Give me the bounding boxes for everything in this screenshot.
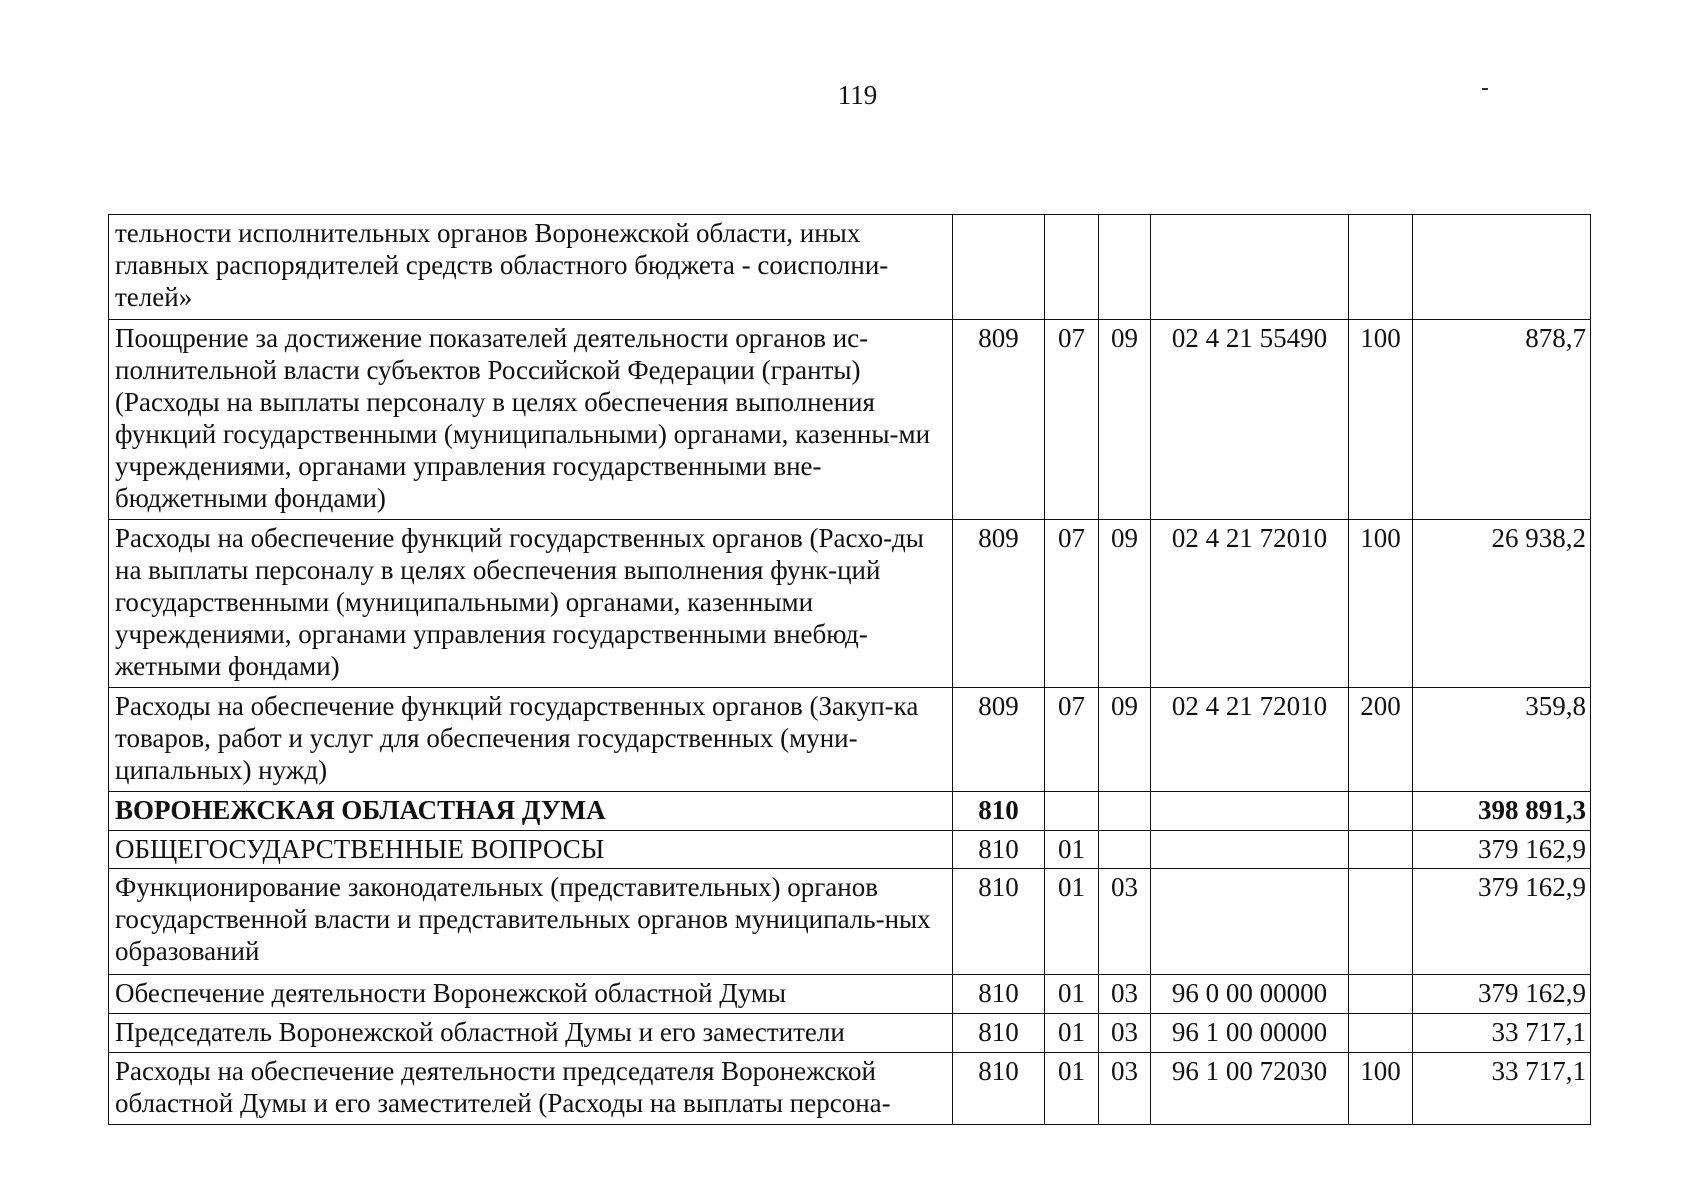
row-name: Поощрение за достижение показателей деятельности органов ис-полнительной власти субъектов Российской Федерации (гранты) (Расходы на выплаты персоналу в целях обеспечения выполнения функций государственными (муниципальными) органами, казенны-ми учреждениями, органами управления государственными вне-бюджетными фондами) <box>109 320 953 520</box>
row-rz: 01 <box>1045 975 1099 1014</box>
row-pr: 09 <box>1099 688 1151 792</box>
row-name: Расходы на обеспечение функций государственных органов (Расхо-ды на выплаты персоналу в целях обеспечения выполнения функ-ций государственными (муниципальными) органами, казенными учреждениями, органами управления государственными внебюд-жетными фондами) <box>109 520 953 688</box>
row-ved: 810 <box>953 792 1045 831</box>
row-csr: 96 0 00 00000 <box>1151 975 1349 1014</box>
row-vr <box>1349 831 1413 869</box>
row-sum: 26 938,2 <box>1413 520 1591 688</box>
row-vr: 100 <box>1349 1053 1413 1125</box>
row-sum: 379 162,9 <box>1413 831 1591 869</box>
row-name: Расходы на обеспечение деятельности председателя Воронежской областной Думы и его заместителей (Расходы на выплаты персона- <box>109 1053 953 1125</box>
row-vr: 200 <box>1349 688 1413 792</box>
row-vr: 100 <box>1349 320 1413 520</box>
row-rz: 01 <box>1045 831 1099 869</box>
row-vr <box>1349 215 1413 320</box>
row-ved <box>953 215 1045 320</box>
row-csr <box>1151 792 1349 831</box>
table-row <box>109 520 1591 688</box>
row-vr <box>1349 792 1413 831</box>
table-row <box>109 215 1591 320</box>
row-sum <box>1413 215 1591 320</box>
budget-table <box>108 214 1591 1125</box>
table-row <box>109 869 1591 975</box>
row-ved: 809 <box>953 320 1045 520</box>
row-rz: 07 <box>1045 688 1099 792</box>
row-rz: 01 <box>1045 869 1099 975</box>
row-pr: 03 <box>1099 1053 1151 1125</box>
row-rz: 01 <box>1045 1014 1099 1053</box>
row-sum: 379 162,9 <box>1413 869 1591 975</box>
row-rz: 07 <box>1045 520 1099 688</box>
row-sum: 878,7 <box>1413 320 1591 520</box>
row-csr: 96 1 00 00000 <box>1151 1014 1349 1053</box>
row-ved: 809 <box>953 520 1045 688</box>
row-sum: 398 891,3 <box>1413 792 1591 831</box>
row-csr <box>1151 215 1349 320</box>
row-csr: 02 4 21 72010 <box>1151 520 1349 688</box>
row-csr <box>1151 869 1349 975</box>
row-rz <box>1045 215 1099 320</box>
row-csr <box>1151 831 1349 869</box>
table-row <box>109 1014 1591 1053</box>
row-name: Обеспечение деятельности Воронежской областной Думы <box>109 975 953 1014</box>
table-row <box>109 320 1591 520</box>
table-row <box>109 975 1591 1014</box>
table-row <box>109 688 1591 792</box>
row-rz: 07 <box>1045 320 1099 520</box>
page-number: 119 <box>837 80 878 110</box>
row-name: Функционирование законодательных (представительных) органов государственной власти и представительных органов муниципаль-ных образований <box>109 869 953 975</box>
row-rz: 01 <box>1045 1053 1099 1125</box>
row-vr <box>1349 1014 1413 1053</box>
row-name: Председатель Воронежской областной Думы и его заместители <box>109 1014 953 1053</box>
table-row <box>109 831 1591 869</box>
row-ved: 810 <box>953 1014 1045 1053</box>
row-rz <box>1045 792 1099 831</box>
row-name: тельности исполнительных органов Воронежской области, иных главных распорядителей средств областного бюджета - соисполни-телей» <box>109 215 953 320</box>
row-pr <box>1099 792 1151 831</box>
row-sum: 33 717,1 <box>1413 1014 1591 1053</box>
row-sum: 359,8 <box>1413 688 1591 792</box>
row-pr: 09 <box>1099 520 1151 688</box>
row-vr <box>1349 869 1413 975</box>
row-pr: 03 <box>1099 975 1151 1014</box>
row-pr: 09 <box>1099 320 1151 520</box>
table-row <box>109 1053 1591 1125</box>
row-csr: 02 4 21 72010 <box>1151 688 1349 792</box>
row-vr <box>1349 975 1413 1014</box>
row-name: ОБЩЕГОСУДАРСТВЕННЫЕ ВОПРОСЫ <box>109 831 953 869</box>
row-ved: 810 <box>953 831 1045 869</box>
row-pr: 03 <box>1099 869 1151 975</box>
row-ved: 810 <box>953 975 1045 1014</box>
row-csr: 02 4 21 55490 <box>1151 320 1349 520</box>
row-pr: 03 <box>1099 1014 1151 1053</box>
table-row <box>109 792 1591 831</box>
row-ved: 810 <box>953 869 1045 975</box>
row-vr: 100 <box>1349 520 1413 688</box>
row-pr <box>1099 831 1151 869</box>
row-ved: 809 <box>953 688 1045 792</box>
row-sum: 33 717,1 <box>1413 1053 1591 1125</box>
row-name: ВОРОНЕЖСКАЯ ОБЛАСТНАЯ ДУМА <box>109 792 953 831</box>
row-pr <box>1099 215 1151 320</box>
row-ved: 810 <box>953 1053 1045 1125</box>
row-csr: 96 1 00 72030 <box>1151 1053 1349 1125</box>
row-sum: 379 162,9 <box>1413 975 1591 1014</box>
scan-mark <box>1482 88 1488 90</box>
row-name: Расходы на обеспечение функций государственных органов (Закуп-ка товаров, работ и услуг для обеспечения государственных (муни-ципальных) нужд) <box>109 688 953 792</box>
